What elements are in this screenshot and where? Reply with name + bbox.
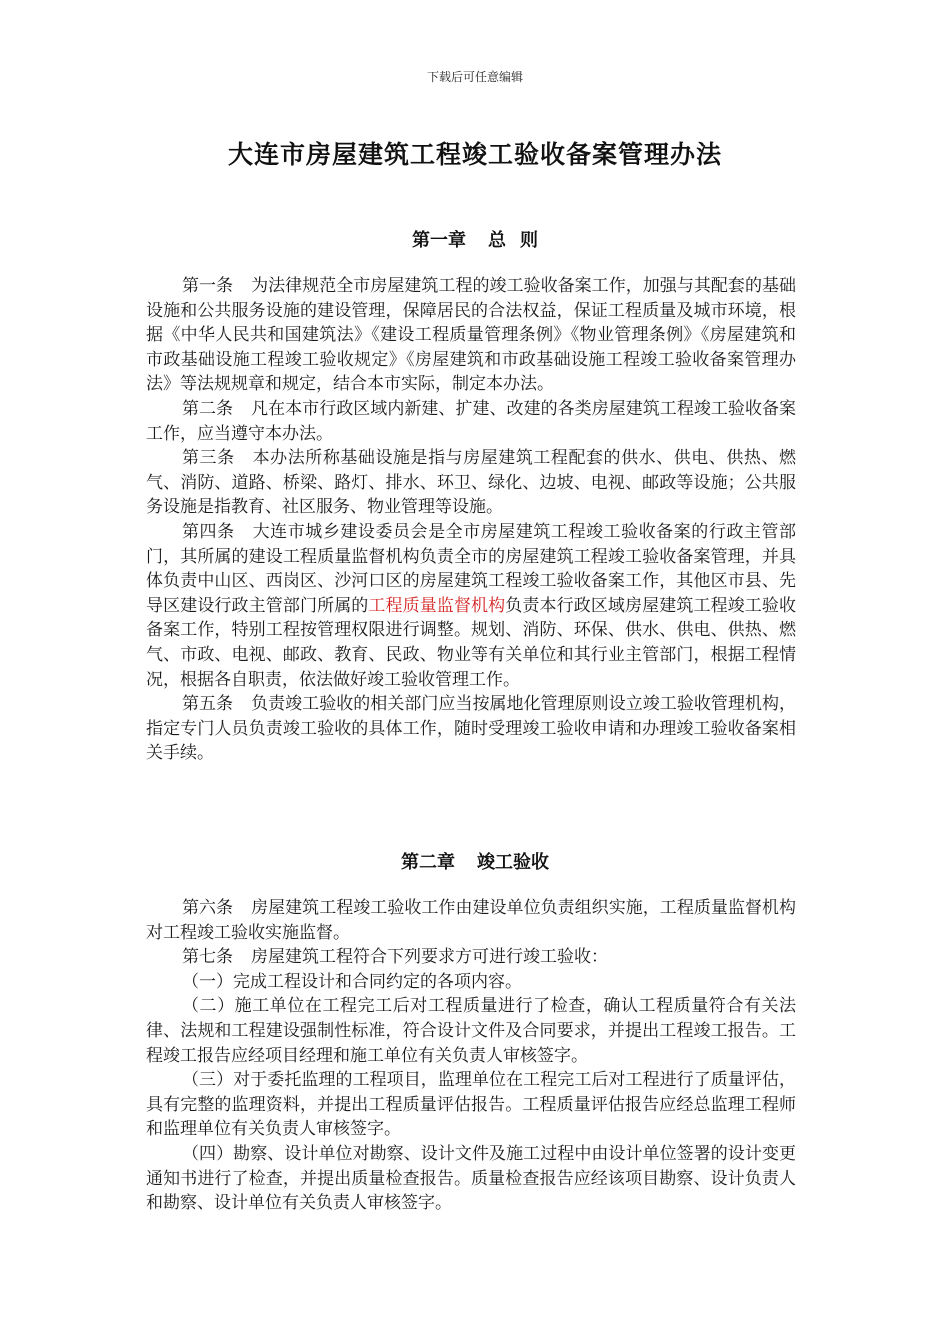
article-text-part-b: 负责本行政区域房屋建筑工程竣工验收备案工作，特别工程按管理权限进行调整。规划、消防、环保、供水、供电、供热、燃气、市政、电视、邮政、教育、民政、物业等有关单位和其行业主管部门，根据工程情况，根据各自职责，依法做好竣工验收管理工作。 bbox=[146, 595, 797, 690]
requirement-item-1: （一）完成工程设计和合同约定的各项内容。 bbox=[182, 971, 522, 992]
article-number: 第六条 bbox=[182, 898, 234, 918]
requirement-item-4: （四）勘察、设计单位对勘察、设计文件及施工过程中由设计单位签署的设计变更通知书进行了检查，并提出质量检查报告。质量检查报告应经该项目勘察、设计负责人和勘察、设计单位有关负责人审核签字。 bbox=[146, 1143, 796, 1214]
chapter-1-name-a: 总 bbox=[488, 230, 506, 251]
article-5 bbox=[146, 692, 796, 766]
article-3 bbox=[146, 446, 796, 520]
article-6 bbox=[146, 896, 796, 945]
article-number: 第五条 bbox=[182, 694, 234, 715]
chapter-1-heading bbox=[0, 226, 950, 252]
article-text: 负责竣工验收的相关部门应当按属地化管理原则设立竣工验收管理机构，指定专门人员负责竣工验收的具体工作，随时受理竣工验收申请和办理竣工验收备案相关手续。 bbox=[146, 694, 797, 764]
article-text: 为法律规范全市房屋建筑工程的竣工验收备案工作，加强与其配套的基础设施和公共服务设施的建设管理，保障居民的合法权益，保证工程质量及城市环境，根据《中华人民共和国建筑法》《建设工程质量管理条例》《物业管理条例》《房屋建筑和市政基础设施工程竣工验收规定》《房屋建筑和市政基础设施工程竣工验收备案管理办法》等法规规章和规定，结合本市实际，制定本办法。 bbox=[146, 276, 797, 395]
article-text: 房屋建筑工程竣工验收工作由建设单位负责组织实施，工程质量监督机构对工程竣工验收实施监督。 bbox=[146, 898, 797, 943]
chapter-1-body bbox=[146, 274, 796, 766]
article-number: 第二条 bbox=[182, 398, 234, 419]
chapter-2-body bbox=[146, 896, 796, 1216]
article-7 bbox=[146, 945, 796, 970]
requirement-item-3: （三）对于委托监理的工程项目，监理单位在工程完工后对工程进行了质量评估，具有完整的监理资料，并提出工程质量评估报告。工程质量评估报告应经总监理工程师和监理单位有关负责人审核签字。 bbox=[146, 1070, 796, 1140]
article-2 bbox=[146, 397, 796, 446]
document-title: 大连市房屋建筑工程竣工验收备案管理办法 bbox=[227, 140, 722, 169]
article-number: 第三条 bbox=[182, 448, 235, 469]
highlighted-link-text: 工程质量监督机构 bbox=[368, 595, 506, 616]
article-4 bbox=[146, 520, 796, 692]
article-1 bbox=[146, 274, 796, 397]
article-number: 第七条 bbox=[182, 947, 233, 968]
article-text: 凡在本市行政区域内新建、扩建、改建的各类房屋建筑工程竣工验收备案工作，应当遵守本办法。 bbox=[146, 398, 797, 444]
chapter-2-number: 第二章 bbox=[401, 852, 455, 873]
header-note: 下载后可任意编辑 bbox=[426, 70, 523, 84]
article-text: 本办法所称基础设施是指与房屋建筑工程配套的供水、供电、供热、燃气、消防、道路、桥梁、路灯、排水、环卫、绿化、边坡、电视、邮政等设施；公共服务设施是指教育、社区服务、物业管理等设施。 bbox=[146, 448, 797, 518]
chapter-1-name-b: 则 bbox=[520, 230, 538, 251]
requirement-item-2: （二）施工单位在工程完工后对工程质量进行了检查，确认工程质量符合有关法律、法规和工程建设强制性标准，符合设计文件及合同要求，并提出工程竣工报告。工程竣工报告应经项目经理和施工单位有关负责人审核签字。 bbox=[146, 996, 796, 1066]
chapter-1-number: 第一章 bbox=[412, 230, 466, 251]
article-text: 房屋建筑工程符合下列要求方可进行竣工验收： bbox=[251, 947, 608, 968]
article-number: 第四条 bbox=[182, 521, 235, 542]
chapter-2-heading bbox=[0, 848, 950, 874]
chapter-2-name: 竣工验收 bbox=[477, 852, 549, 873]
article-number: 第一条 bbox=[182, 276, 234, 296]
article-text-part-a: 大连市城乡建设委员会是全市房屋建筑工程竣工验收备案的行政主管部门，其所属的建设工程质量监督机构负责全市的房屋建筑工程竣工验收备案管理，并具体负责中山区、西岗区、沙河口区的房屋建筑工程竣工验收备案工作，其他区市县、先导区建设行政主管部门所属的 bbox=[146, 521, 797, 616]
